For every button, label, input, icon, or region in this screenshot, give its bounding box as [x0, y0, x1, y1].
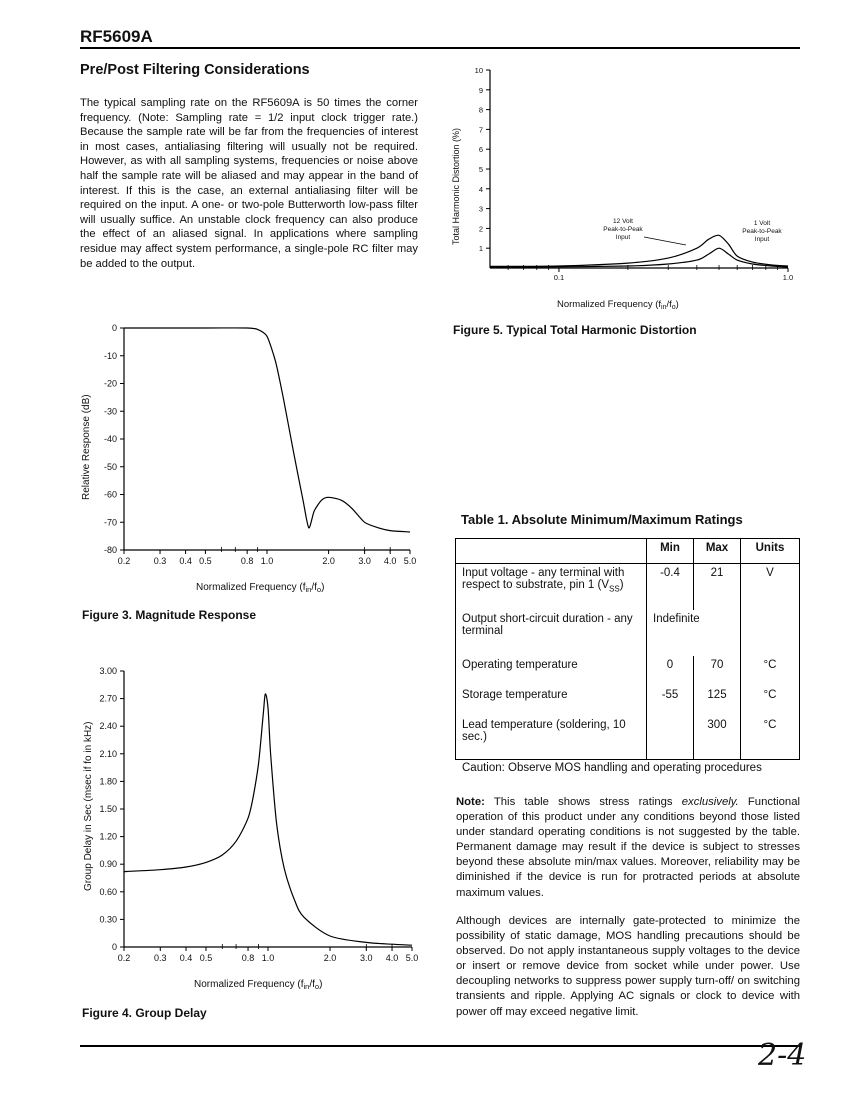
fig5-y-tick-label: 7: [478, 125, 483, 135]
fig3-y-tick-label: -70: [103, 517, 117, 528]
fig5-lines: [490, 235, 788, 267]
note-paragraph: [456, 795, 800, 901]
min-cell: 0: [647, 656, 694, 686]
param-cell: Storage temperature: [456, 686, 647, 716]
document-title: RF5609A: [80, 27, 153, 46]
param-cell: Operating temperature: [456, 656, 647, 686]
fig5-x-tick-label: 1.0: [782, 273, 794, 282]
fig4-y-tick-label: 1.50: [99, 804, 117, 814]
fig4-caption: Figure 4. Group Delay: [82, 1006, 207, 1020]
param-cell: Input voltage - any terminal with respect to substrate, pin 1 $(V_{SS})$: [456, 564, 647, 610]
fig4-y-tick-label: 2.10: [99, 748, 117, 759]
fig4-lines: [124, 694, 412, 945]
fig4-x-tick-label: 0.2: [117, 953, 131, 963]
max-cell: 70: [694, 656, 741, 686]
fig5-y-tick-label: 6: [478, 145, 483, 155]
header-min: Min: [647, 539, 694, 564]
section-heading: Pre/Post Filtering Considerations: [80, 62, 310, 78]
units-cell: V: [741, 564, 800, 610]
note-label: Note:: [456, 796, 485, 808]
caution-text: Caution: Observe MOS handling and operating procedures: [462, 762, 762, 774]
table-row: [456, 610, 800, 656]
min-cell: -55: [647, 686, 694, 716]
fig4-x-tick-label: 1.0: [261, 953, 275, 963]
fig4-y-tick-label: 0.60: [99, 886, 117, 897]
handling-paragraph: Although devices are internally gate-protected to minimize the possibility of static damage, MOS handling precautions should be observed. Do not apply instantaneous supply voltages to the device or insert or remove device from socket while under power. Use decoupling networks to suppress power supply turn-off/ on switching transients and ripple. Applying AC signals or clock to device with power off may exceed negative limit.: [456, 915, 800, 1018]
fig4-x-tick-label: 3.0: [360, 953, 373, 963]
fig5-y-tick-label: 4: [478, 184, 483, 194]
fig4-x-tick-label: 5.0: [405, 953, 419, 963]
fig3-x-tick-label: 3.0: [358, 556, 371, 566]
min-cell: [647, 716, 694, 760]
svg-text:Peak-to-Peak: Peak-to-Peak: [603, 226, 643, 233]
fig4-x-tick-label: 0.3: [154, 953, 167, 963]
units-cell: [741, 610, 800, 656]
fig5-series-1-line: [490, 248, 788, 267]
table-row: [456, 564, 800, 610]
table-row: [456, 716, 800, 760]
fig4-y-tick-label: 0.30: [99, 914, 117, 925]
fig3-y-tick-label: -20: [103, 378, 117, 389]
fig4-x-tick-label: 2.0: [323, 953, 337, 963]
footer-rule: [80, 1045, 800, 1047]
fig3-y-tick-label: 0: [111, 323, 117, 333]
table-row: [456, 656, 800, 686]
fig5-arrow-12v: [644, 237, 686, 245]
max-cell: 125: [694, 686, 741, 716]
fig4-x-tick-label: 0.8: [241, 953, 255, 963]
fig5-annotation-1v: [742, 220, 782, 243]
table-title: Table 1. Absolute Minimum/Maximum Ratings: [461, 512, 743, 527]
min-cell: -0.4: [647, 564, 694, 610]
fig3-ylabel: Relative Response (dB): [81, 394, 92, 500]
fig5-y-tick-label: 9: [478, 85, 483, 95]
fig4-y-tick-label: 2.70: [99, 693, 117, 704]
note-post: Functional operation of this product under any conditions beyond those listed under standard operating conditions is not suggested by the table. Permanent damage may result if the device is subject to stresses beyond these absolute min/max values. Moreover, reliability may be diminished if the device is run for protracted periods at absolute maximum values.: [456, 796, 801, 899]
fig5-y-tick-label: 10: [474, 66, 483, 75]
fig4-axes: [99, 666, 418, 963]
header-rule: [80, 47, 800, 49]
param-cell: Lead temperature (soldering, 10 sec.): [456, 716, 647, 760]
fig5-chart: [440, 60, 800, 315]
fig4-series-0-line: [124, 694, 412, 945]
header-max: Max: [694, 539, 741, 564]
fig3-chart: [72, 315, 432, 600]
max-cell: 21: [694, 564, 741, 610]
header-param: [456, 539, 647, 564]
fig3-y-tick-label: -40: [103, 434, 117, 444]
fig3-xlabel: Normalized Frequency $(f_{in}/f_o)$: [196, 582, 325, 594]
units-cell: °C: [741, 656, 800, 686]
max-cell: 300: [694, 716, 741, 760]
fig5-y-tick-label: 2: [478, 224, 483, 234]
fig3-y-tick-label: -60: [103, 489, 117, 500]
fig5-x-tick-label: 0.1: [553, 273, 565, 282]
fig3-x-tick-label: 0.5: [199, 556, 212, 566]
fig4-y-tick-label: 1.80: [99, 776, 117, 787]
fig3-x-tick-label: 0.3: [153, 556, 167, 566]
svg-text:Input: Input: [754, 236, 770, 243]
units-cell: °C: [741, 686, 800, 716]
fig5-annotation-12v: [603, 218, 643, 241]
note-pre: This table shows stress ratings: [493, 796, 673, 808]
svg-text:Input: Input: [615, 234, 631, 241]
fig4-y-tick-label: 3.00: [99, 666, 117, 676]
fig4-ylabel: Group Delay in Sec (msec if fo in kHz): [83, 721, 94, 891]
fig3-x-tick-label: 0.4: [179, 556, 192, 566]
fig4-x-tick-label: 0.4: [179, 953, 193, 963]
note-emphasis: exclusively.: [681, 796, 739, 808]
fig3-axes: [104, 323, 416, 566]
min-cell: Indefinite: [647, 610, 741, 656]
fig3-x-tick-label: 5.0: [403, 556, 417, 566]
fig3-x-tick-label: 4.0: [383, 556, 397, 566]
fig4-x-tick-label: 0.5: [199, 953, 213, 963]
fig3-y-tick-label: -10: [103, 350, 117, 361]
header-units: Units: [741, 539, 800, 564]
fig5-ylabel: Total Harmonic Distortion (%): [451, 127, 461, 245]
fig4-xlabel: Normalized Frequency $(f_{in}/f_o)$: [194, 979, 323, 991]
fig5-y-tick-label: 5: [478, 165, 483, 174]
fig4-y-tick-label: 1.20: [99, 831, 117, 842]
table-header-row: [456, 539, 800, 564]
svg-text:Peak-to-Peak: Peak-to-Peak: [742, 228, 782, 235]
fig4-y-tick-label: 0.90: [99, 859, 117, 870]
svg-text:12 Volt: 12 Volt: [613, 218, 633, 225]
fig4-y-tick-label: 0: [111, 942, 117, 952]
fig4-x-tick-label: 4.0: [385, 953, 399, 963]
fig3-x-tick-label: 2.0: [322, 556, 335, 566]
fig3-lines: [124, 328, 410, 532]
fig5-y-tick-label: 3: [478, 204, 483, 214]
fig3-y-tick-label: -50: [103, 461, 117, 472]
fig4-chart: [72, 655, 432, 995]
fig3-series-0-line: [124, 328, 410, 532]
ratings-table: [455, 538, 800, 760]
fig3-y-tick-label: -80: [103, 545, 117, 555]
fig3-x-tick-label: 0.8: [240, 556, 254, 566]
fig3-x-tick-label: 0.2: [117, 556, 131, 566]
fig3-x-tick-label: 1.0: [260, 556, 274, 566]
fig5-caption: Figure 5. Typical Total Harmonic Distortion: [453, 323, 697, 337]
fig5-y-tick-label: 8: [478, 105, 483, 115]
param-cell: Output short-circuit duration - any terminal: [456, 610, 647, 656]
table-row: [456, 686, 800, 716]
fig3-caption: Figure 3. Magnitude Response: [82, 608, 257, 622]
svg-text:1 Volt: 1 Volt: [753, 220, 771, 227]
fig4-y-tick-label: 2.40: [99, 721, 117, 732]
fig5-y-tick-label: 1: [478, 244, 483, 254]
page-number-mark: 2-4: [758, 1038, 807, 1073]
fig5-xlabel: Normalized Frequency $(f_{in}/f_o)$: [557, 299, 679, 311]
intro-paragraph: The typical sampling rate on the RF5609A is 50 times the corner frequency. (Note: Sampling rate = 1/2 input clock trigger rate.) Because the sample rate will be far from the frequencies of interest in most cases, antialiasing filtering will usually not be required. However, as with all sampling systems, frequencies or noise above half the sample rate will be aliased and may appear in the band of interest. If this is the case, an external antialiasing filter will be required on the input. A one- or two-pole Butterworth low-pass filter will usually suffice. An unstable clock frequency can also produce the effect of an aliased signal. In applications where sampling residue may affect system performance, a single-pole RC filter may be added to the output.: [80, 97, 418, 270]
fig3-y-tick-label: -30: [103, 406, 117, 417]
fig5-axes: [475, 66, 794, 282]
units-cell: °C: [741, 716, 800, 760]
